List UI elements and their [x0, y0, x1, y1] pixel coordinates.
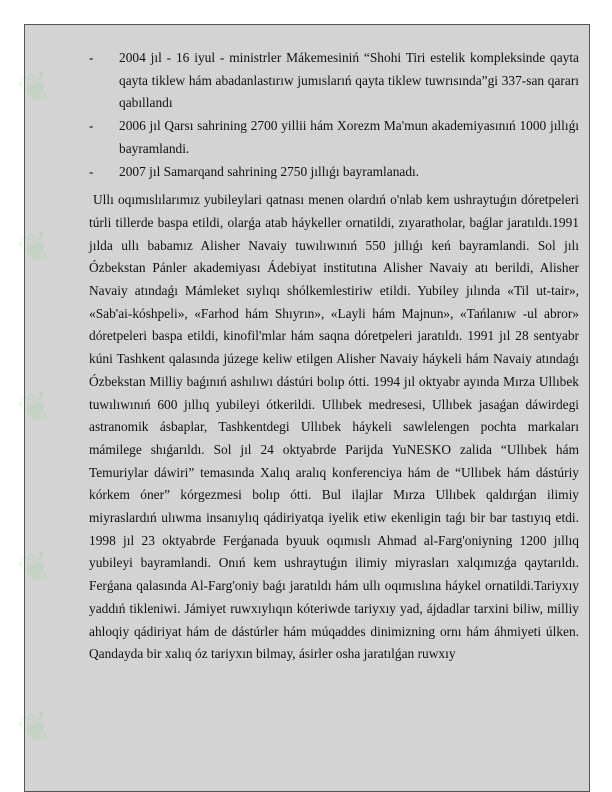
bullet-dash: -	[89, 118, 94, 134]
watermark-icon: ❦	[12, 61, 60, 115]
watermark-icon: ❦	[12, 701, 60, 755]
watermark-icon: ❦	[12, 221, 60, 275]
bullet-dash: -	[89, 163, 94, 179]
watermark-icon: ❦	[12, 381, 60, 435]
bullet-item	[89, 161, 579, 184]
bullet-text: 2007 jıl Samarqand sahrining 2750 jıllıǵı bayramlanadı.	[119, 163, 420, 179]
bullet-dash: -	[89, 50, 94, 65]
body-paragraph: Ullı oqımıslılarımız yubileylari qatnası menen olardıń o'nlab kem ushraytuǵın dóretpeleri túrli tillerde baspa etildi, olarǵa atab háykeller ornatildi, zıyaratholar, baǵlar jaratıldı.1991 jılda ullı babamız Alisher Navaiy tuwılıwınıń 550 jıllıǵı keń bayramlandi. Sol jılı Ózbekstan Pánler akademiyası Ádebiyat institutına Alisher Navaiy atı berildi, Alisher Navaiy atındaǵı Mámleket sıylıqı shólkemlestiriw etildi. Yubiley jılında «Til ut-tair», «Sab'ai-kóshpeli», «Farhod hám Shıyrın», «Layli hám Majnun», «Tańlanıw -ul abror» dóretpeleri baspa etildi, kinofil'mlar hám saqna dóretpeleri jaratıldı. 1991 jıl 28 sentyabr kúni Tashkent qalasında júzege keliw etilgen Alisher Navaiy háykeli hám Navaiy atındaǵı Ózbekstan Milliy baǵınıń ashılıwı dástúri bolıp ótti. 1994 jıl oktyabr ayında Mırza Ullıbek tuwılıwınıń 600 jıllıq yubileyi ótkerildi. Ullıbek medresesi, Ullıbek jasaǵan dáwirdegi astranomik ásbaplar, Tashkentdegi Ullıbek háykeli sawlelengen pochta markaları mámilege shıǵarıldı. Sol jıl 24 oktyabrde Parijda YuNESKO zalida “Ullıbek hám Temuriylar dáwiri” temasında Xalıq aralıq konferenciya hám de “Ullıbek hám dástúriy kórkem óner” kórgezmesi bolıp ótti. Bul ilajlar Mırza Ullıbek qaldırǵan ilimiy miyraslardıń ulıwma insanıylıq qádiriyatqa iyelik etiw ekenligin taǵı bir bar tastıyıq etdi. 1998 jıl 23 oktyabrde Ferǵanada byuuk oqımıslı Ahmad al-Farg'oniyning 1200 jıllıq yubileyi bayramlandi. Onıń kem ushraytuǵın ilimiy miyrasları xalqımızǵa qaytarıldı. Ferǵana qalasında Al-Farg'oniy baǵı jaratıldı hám ullı oqımıslına háykel ornatildi.Tariyxıy yaddıń tikleniwi. Jámiyet ruwxıylıqın kóteriwde tariyxıy yad, ájdadlar tarxini biliw, milliy ahloqiy qádiriyat hám de dástúrler hám múqaddes dinimizning ornı hám áhmiyeti úlken. Qandayda bir xalıq óz tariyxın bilmay, ásirler osha jaratılǵan ruwxıy	[89, 192, 579, 662]
bullet-item	[89, 47, 579, 115]
watermark-icon: ❦	[12, 541, 60, 595]
document-body	[89, 47, 579, 666]
bullet-text: 2006 jıl Qarsı sahrining 2700 yillii hám Xorezm Ma'mun akademiyasınıń 1000 jıllıǵı bayramlandi.	[119, 118, 579, 156]
bullet-item	[89, 115, 579, 160]
document-page	[12, 24, 590, 792]
bullet-text: 2004 jıl - 16 iyul - ministrler Mákemesiniń “Shohi Tiri estelik kompleksinde qayta qayta tiklew hám abadanlastırıw jumıslarıń qayta tiklew tuwrısında”gi 337-san qararı qabıllandı	[119, 50, 579, 111]
